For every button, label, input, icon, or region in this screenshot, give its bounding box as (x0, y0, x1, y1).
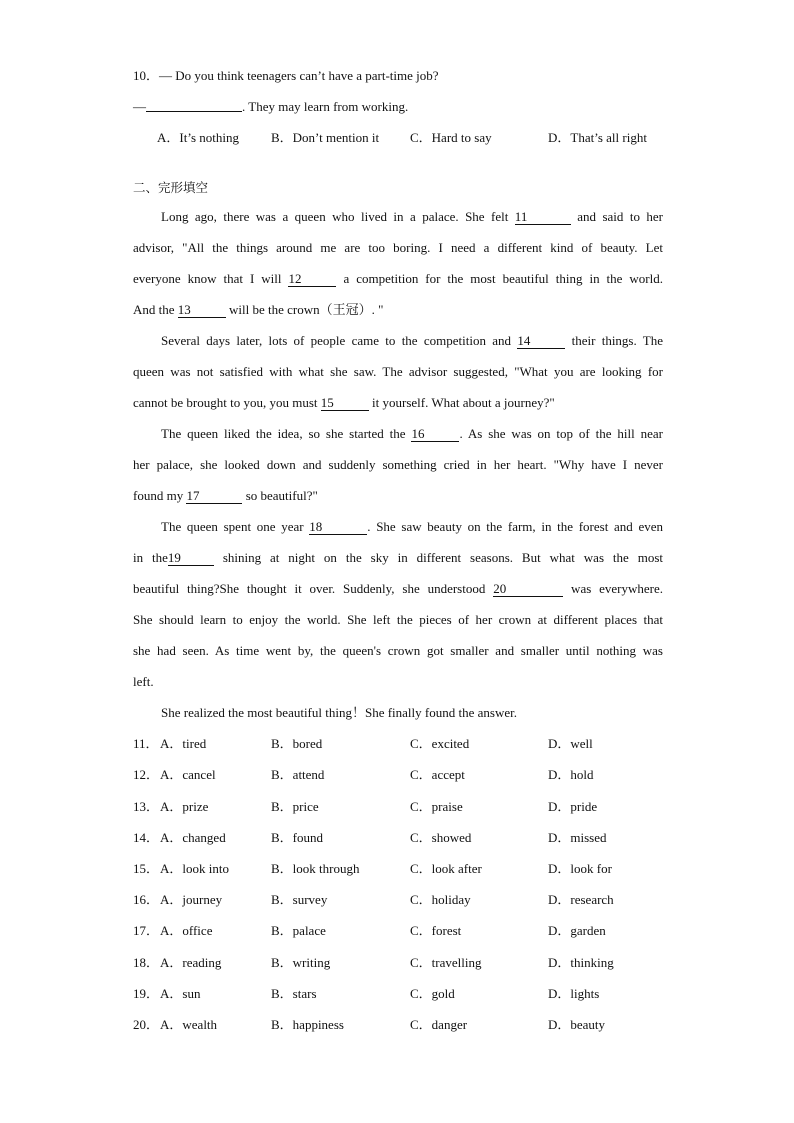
option-a: A．It’s nothing (157, 130, 239, 145)
answer-blank (146, 99, 242, 112)
blank-13: 13 (178, 303, 226, 318)
passage-text: will be the crown（王冠）. " (225, 302, 384, 318)
option-c: C．accept (410, 767, 465, 783)
question-16-options (133, 884, 663, 915)
question-18-options (133, 947, 663, 978)
option-c: C．forest (410, 923, 462, 939)
question-11-options (133, 728, 663, 759)
option-c: C．excited (410, 736, 470, 752)
question-17-options (133, 915, 663, 946)
passage-text: She realized the most beautiful thing！She finally found the answer. (161, 705, 517, 721)
option-c: C．holiday (410, 892, 471, 908)
passage-text: The queen spent one year (161, 519, 310, 535)
option-b: B．happiness (271, 1016, 344, 1032)
passage-text: a competition for the most beautiful thing in the world. (336, 271, 663, 287)
passage-line (133, 263, 663, 294)
passage-text: shining at night on the sky in different seasons. But what was the most (213, 550, 663, 566)
option-a: A．reading (160, 954, 222, 970)
passage-text: cannot be brought to you, you must (133, 395, 321, 411)
option-d: D．garden (548, 923, 606, 939)
question-number: 17． (133, 923, 160, 939)
passage-line (133, 511, 663, 542)
blank-14: 14 (517, 334, 565, 349)
option-c: C．travelling (410, 954, 482, 970)
option-d: D．missed (548, 829, 607, 845)
option-c: C．look after (410, 860, 482, 876)
passage-text: found my (133, 488, 187, 504)
option-c: C．danger (410, 1016, 468, 1032)
passage-text: left. (133, 674, 154, 690)
passage-text: The queen liked the idea, so she started the (161, 426, 412, 442)
option-a: A．office (160, 923, 213, 939)
question-15-options (133, 853, 663, 884)
passage-text: was everywhere. (563, 581, 663, 597)
question-14-options (133, 822, 663, 853)
passage-line (133, 201, 663, 232)
question-13-options (133, 791, 663, 822)
blank-20: 20 (493, 582, 563, 597)
passage-line (133, 325, 663, 356)
passage-text: her palace, she looked down and suddenly something cried in her heart. "Why have I never (133, 457, 663, 473)
option-a: A．changed (160, 829, 226, 845)
passage-line (133, 604, 663, 635)
question-number: 14． (133, 829, 160, 845)
question-number: 13． (133, 798, 160, 814)
section-title: 二、完形填空 (133, 180, 209, 196)
option-b: B．found (271, 829, 324, 845)
question-10-reply (133, 91, 663, 122)
option-d: D．look for (548, 860, 612, 876)
option-d: D．lights (548, 985, 600, 1001)
passage-line (133, 573, 663, 604)
blank-16: 16 (411, 427, 459, 442)
question-12-options (133, 759, 663, 790)
question-number: 18． (133, 954, 160, 970)
question-number: 15． (133, 860, 160, 876)
cloze-passage (133, 201, 663, 728)
blank-18: 18 (309, 520, 367, 535)
option-d: D．pride (548, 798, 598, 814)
option-b: B．Don’t mention it (271, 130, 380, 145)
blank-12: 12 (288, 272, 336, 287)
passage-text: their things. The (565, 333, 663, 349)
blank-15: 15 (321, 396, 369, 411)
passage-text: so beautiful?" (242, 488, 318, 504)
passage-text: everyone know that I will (133, 271, 289, 287)
option-a: A．tired (160, 736, 207, 752)
option-a: A．cancel (160, 767, 216, 783)
option-b: B．attend (271, 767, 325, 783)
passage-line (133, 697, 663, 728)
option-b: B．writing (271, 954, 331, 970)
passage-text: in the (133, 550, 168, 566)
option-a: A．prize (160, 798, 209, 814)
question-10-stem: 10．— Do you think teenagers can’t have a part-time job? (133, 68, 439, 83)
passage-text: . She saw beauty on the farm, in the forest and even (367, 519, 663, 535)
passage-line (133, 480, 663, 511)
option-d: D．research (548, 892, 614, 908)
passage-text: beautiful thing?She thought it over. Suddenly, she understood (133, 581, 494, 597)
passage-text: And the (133, 302, 178, 318)
blank-17: 17 (186, 489, 242, 504)
option-a: A．journey (160, 892, 223, 908)
option-b: B．bored (271, 736, 323, 752)
question-number: 20． (133, 1016, 160, 1032)
question-number: 12． (133, 767, 160, 783)
passage-line (133, 542, 663, 573)
option-c: C．Hard to say (410, 130, 492, 145)
question-20-options (133, 1009, 663, 1040)
question-number: 16． (133, 892, 160, 908)
question-10-options (133, 122, 663, 153)
question-number: 19． (133, 985, 160, 1001)
option-b: B．survey (271, 892, 328, 908)
option-b: B．price (271, 798, 319, 814)
option-d: D．hold (548, 767, 594, 783)
passage-text: She should learn to enjoy the world. She left the pieces of her crown at different places that (133, 612, 663, 628)
passage-text: and said to her (570, 209, 664, 225)
passage-text: it yourself. What about a journey?" (368, 395, 555, 411)
reply-dash: — (133, 99, 146, 114)
passage-text: Long ago, there was a queen who lived in a palace. She felt (161, 209, 515, 225)
passage-line (133, 418, 663, 449)
blank-11: 11 (515, 210, 571, 225)
passage-text: . As she was on top of the hill near (459, 426, 663, 442)
option-b: B．palace (271, 923, 326, 939)
passage-text: queen was not satisfied with what she saw. The advisor suggested, "What you are looking for (133, 364, 663, 380)
option-d: D．That’s all right (548, 130, 647, 145)
option-a: A．look into (160, 860, 229, 876)
passage-line (133, 666, 663, 697)
option-c: C．showed (410, 829, 472, 845)
passage-line (133, 635, 663, 666)
passage-text: advisor, "All the things around me are too boring. I need a different kind of beauty. Let (133, 240, 663, 256)
blank-19: 19 (168, 551, 214, 566)
option-c: C．praise (410, 798, 463, 814)
option-c: C．gold (410, 985, 455, 1001)
option-b: B．look through (271, 860, 360, 876)
passage-line (133, 449, 663, 480)
passage-line (133, 356, 663, 387)
option-b: B．stars (271, 985, 317, 1001)
option-a: A．wealth (160, 1016, 218, 1032)
reply-suffix: . They may learn from working. (242, 99, 409, 114)
passage-text: Several days later, lots of people came to the competition and (161, 333, 518, 349)
question-number: 11． (133, 736, 159, 752)
question-list (133, 728, 663, 1040)
passage-line (133, 387, 663, 418)
passage-line (133, 294, 663, 325)
question-19-options (133, 978, 663, 1009)
option-d: D．thinking (548, 954, 614, 970)
passage-text: she had seen. As time went by, the queen's crown got smaller and smaller until nothing was (133, 643, 663, 659)
option-d: D．beauty (548, 1016, 606, 1032)
exam-page (133, 60, 663, 1040)
option-d: D．well (548, 736, 593, 752)
passage-line (133, 232, 663, 263)
option-a: A．sun (160, 985, 201, 1001)
